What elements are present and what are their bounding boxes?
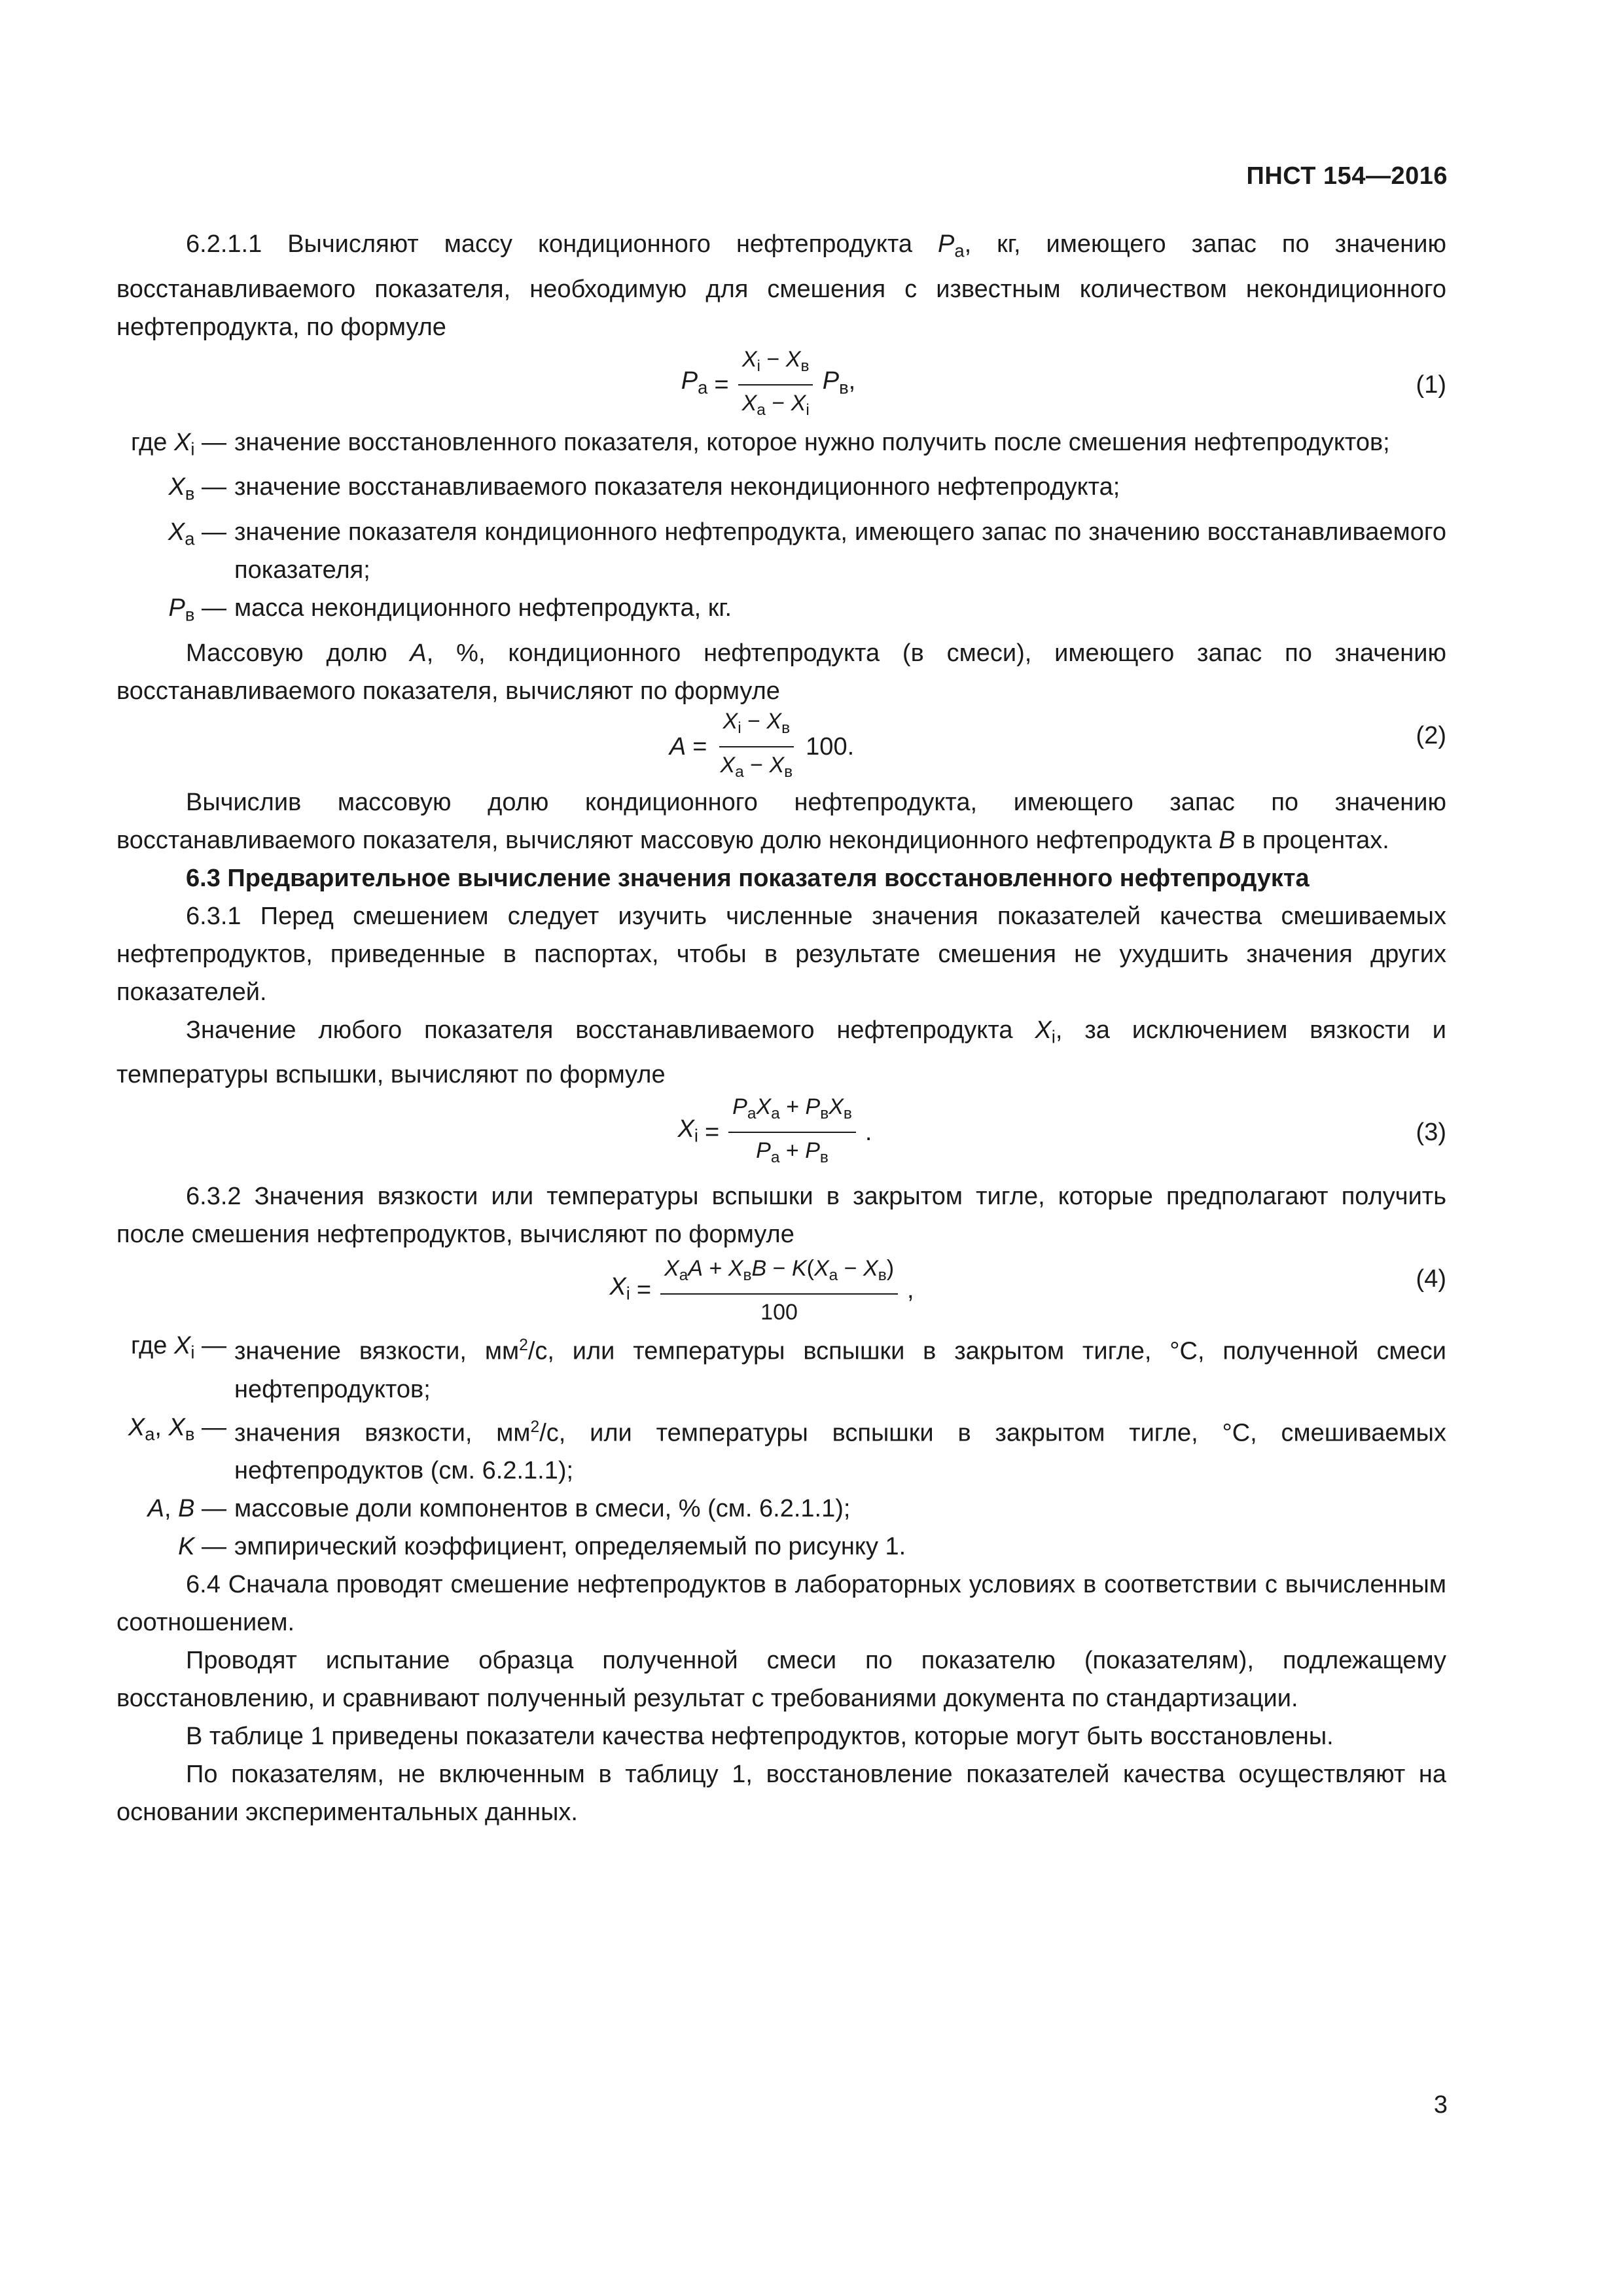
where-list-1: где $X_i$ — значение восстановленного показателя, которое нужно получить после смешения нефтепродуктов; $X_в$ — значение восстанавливаемого показателя некондиционного нефтепродукта; $X_а$ — значение показателя кондиционного нефтепродукта, имеющего запас по значению восстанавливаемого показателя; $P_в$ — масса некондиционного нефтепродукта, кг. [130,428,1446,625]
paragraph-indicator: Значение любого показателя восстанавливаемого нефтепродукта $X_i$, за исключением вязкости и температуры вспышки, вычисляют по формуле [116,1016,1446,1089]
paragraph-6-4: 6.4 Сначала проводят смешение нефтепродуктов в лабораторных условиях в соответствии с вычисленным соотношением. [116,1571,1446,1637]
equation-number: (2) [1416,721,1446,749]
fraction: $\frac{X_i - X_в}{X_а - X_i}$ [738,343,813,427]
where-list-2: где $X_i$ — значение вязкости, $мм^2/с$, или температуры вспышки в закрытом тигле, °С, полученной смеси нефтепродуктов; $X_а$, $X_в$ — значения вязкости, $мм^2/с$, или температуры вспышки в закрытом тигле, °С, смешиваемых нефтепродуктов (см. 6.2.1.1); A, B — массовые доли компонентов в смеси, % (см. 6.2.1.1); K — эмпирический коэффициент, определяемый по рисунку 1. [128,1332,1447,1561]
paragraph-testing: Проводят испытание образца полученной смеси по показателю (показателям), подлежащему восстановлению, и сравнивают полученный результат с требованиями документа по стандартизации. [116,1647,1446,1713]
page-content [116,225,1446,1831]
paragraph-6-3-1: 6.3.1 Перед смешением следует изучить численные значения показателей качества смешиваемых нефтепродуктов, приведенные в паспортах, чтобы в результате смешения не ухудшить значения других показателей. [116,902,1446,1006]
equation-number: (1) [1416,370,1446,399]
paragraph-6-3-2: 6.3.2 Значения вязкости или температуры вспышки в закрытом тигле, которые предполагают получить после смешения нефтепродуктов, вычисляют по формуле [116,1183,1446,1249]
equation-number: (4) [1416,1265,1446,1293]
paragraph-mass-fraction: Массовую долю A, %, кондиционного нефтепродукта (в смеси), имеющего запас по значению восстанавливаемого показателя, вычисляют по формуле [116,639,1446,705]
paragraph-experimental: По показателям, не включенным в таблицу 1, восстановление показателей качества осуществляют на основании экспериментальных данных. [116,1761,1446,1827]
section-heading-6-3: 6.3 Предварительное вычисление значения показателя восстановленного нефтепродукта [186,864,1310,892]
equation-1: $P_а$ = $\frac{X_i - X_в}{X_а - X_i}$ $P_в$, (1) [90,346,1446,423]
document-code: ПНСТ 154—2016 [1246,162,1448,190]
equation-number: (3) [1416,1119,1446,1147]
paragraph-computed-fraction: Вычислив массовую долю кондиционного нефтепродукта, имеющего запас по значению восстанавливаемого показателя, вычисляют массовую долю некондиционного нефтепродукта B в процентах. [116,788,1446,854]
equation-4: $X_i$ = $\frac{X_аA + X_вB - K(X_а - X_в)}{100}$ , (4) [77,1253,1446,1327]
equation-2: A = $\frac{X_i - X_в}{X_а - X_в}$ 100. (2) [77,710,1446,783]
paragraph-table-ref: В таблице 1 приведены показатели качества нефтепродуктов, которые могут быть восстановлены. [186,1723,1334,1751]
page-number: 3 [1433,2091,1448,2119]
equation-3: $X_i$ = $\frac{P_аX_а + P_вX_в}{P_а + P_в}$ . (3) [103,1094,1446,1171]
paragraph-6-2-1-1: 6.2.1.1 Вычисляют массу кондиционного нефтепродукта $P_а$, кг, имеющего запас по значению восстанавливаемого показателя, необходимую для смешения с известным количеством некондиционного нефтепродукта, по формуле [116,230,1447,341]
